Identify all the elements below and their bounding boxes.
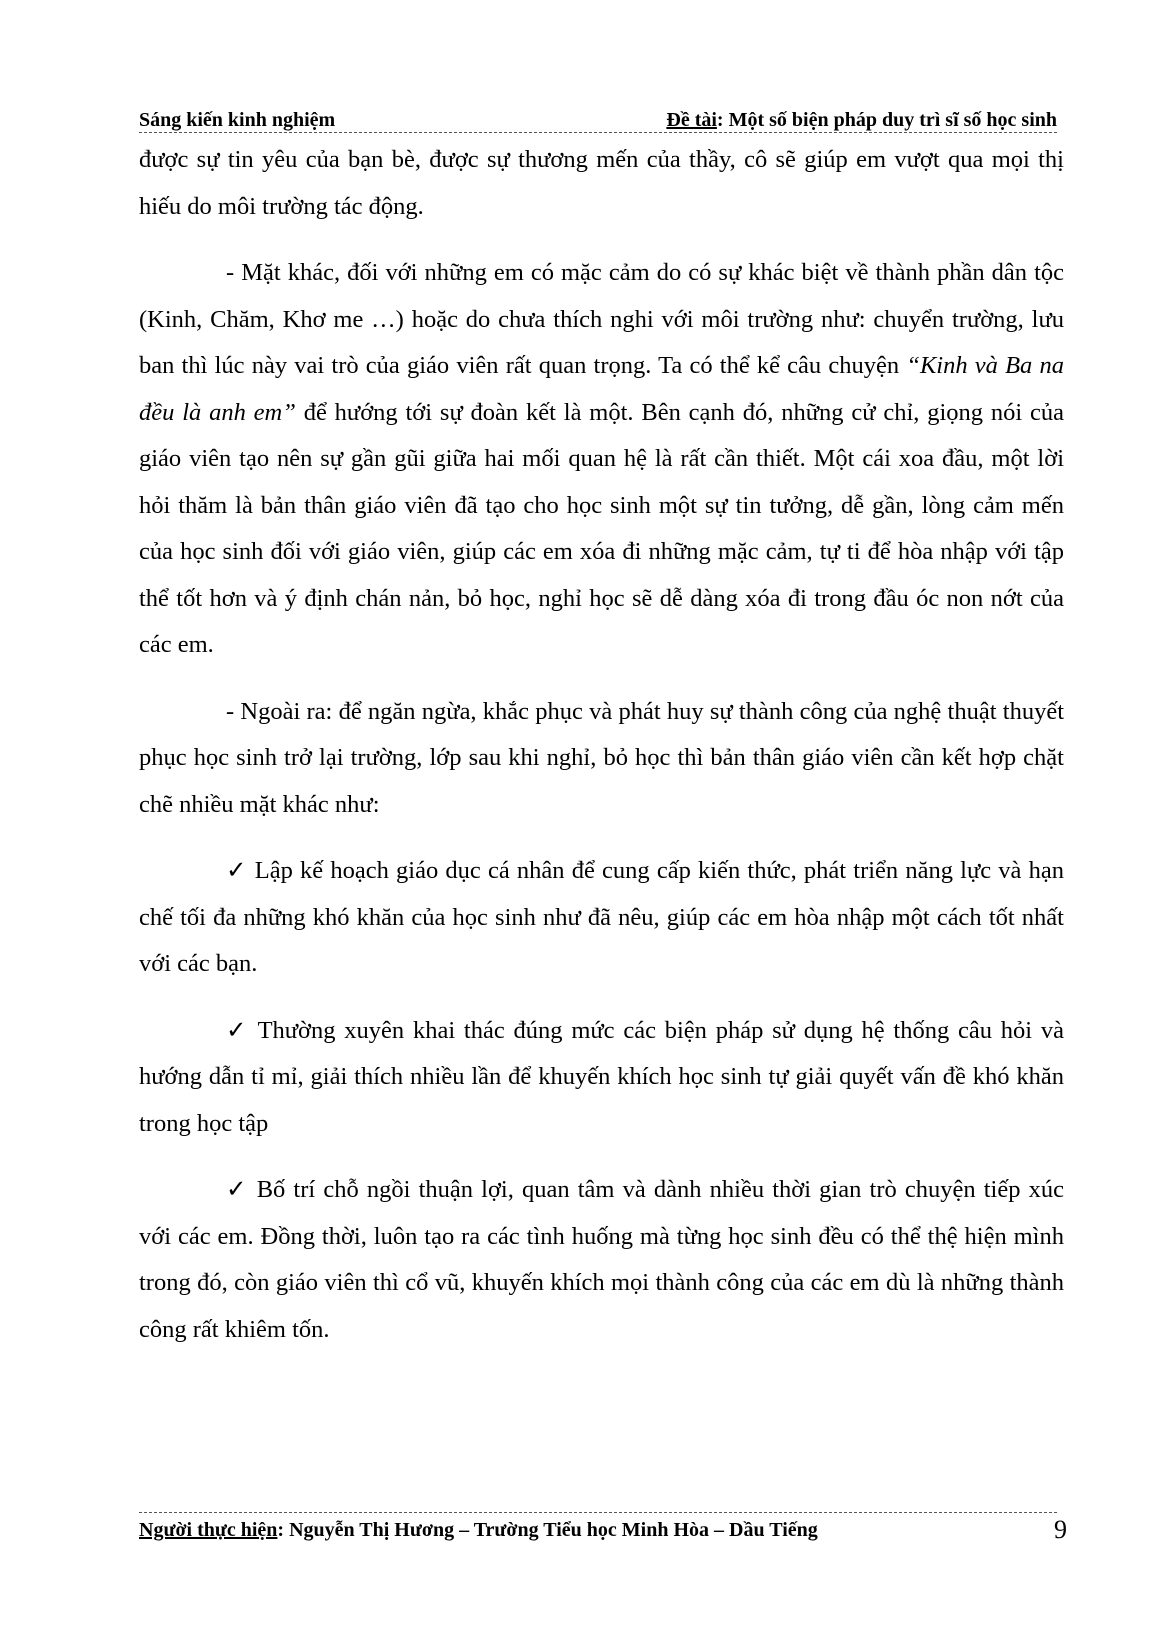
checklist-item-text: Thường xuyên khai thác đúng mức các biện pháp sử dụng hệ thống câu hỏi và hướng dẫn tỉ mỉ, giải thích nhiều lần để khuyến khích học sinh tự giải quyết vấn đề khó khăn trong học tập (139, 1016, 1065, 1137)
document-body (139, 137, 1064, 1353)
paragraph-additional-measures: - Ngoài ra: để ngăn ngừa, khắc phục và phát huy sự thành công của nghệ thuật thuyết phục học sinh trở lại trường, lớp sau khi nghỉ, bỏ học thì bản thân giáo viên cần kết hợp chặt chẽ nhiều mặt khác như: (139, 697, 1064, 818)
paragraph-ethnic-differences (139, 250, 1064, 669)
paragraph-text: để hướng tới sự đoàn kết là một. Bên cạnh đó, những cử chỉ, giọng nói của giáo viên tạo nên sự gần gũi giữa hai mối quan hệ là rất cần thiết. Một cái xoa đầu, một lời hỏi thăm là bản thân giáo viên đã tạo cho học sinh một sự tin tưởng, dễ gần, lòng cảm mến của học sinh đối với giáo viên, giúp các em xóa đi những mặc cảm, tự ti để hòa nhập với tập thể tốt hơn và ý định chán nản, bỏ học, nghỉ học sẽ dễ dàng xóa đi trong đầu óc non nớt của các em. (139, 398, 1064, 658)
paragraph-text: - Mặt khác, đối với những em có mặc cảm do có sự khác biệt về thành phần dân tộc (Kinh, Chăm, Khơ me …) hoặc do chưa thích nghi với môi trường như: chuyển trường, lưu ban thì lúc này vai trò của giáo viên rất quan trọng. Ta có thể kể câu chuyện (139, 259, 1064, 379)
checklist-item (139, 1008, 1064, 1148)
story-title-quote: “Kinh và Ba na đều là anh em” (139, 352, 1064, 426)
check-mark-icon: ✓ (226, 1016, 250, 1044)
paragraph-continuation: được sự tin yêu của bạn bè, được sự thương mến của thầy, cô sẽ giúp em vượt qua mọi thị hiếu do môi trường tác động. (139, 146, 1064, 220)
header-topic-label: Đề tài (666, 109, 717, 131)
header-document-type: Sáng kiến kinh nghiệm (139, 109, 336, 131)
checklist-item-text: Lập kế hoạch giáo dục cá nhân để cung cấp kiến thức, phát triển năng lực và hạn chế tối đa những khó khăn của học sinh như đã nêu, giúp các em hòa nhập một cách tốt nhất với các bạn. (139, 857, 1064, 977)
header-topic-title: : Một số biện pháp duy trì sĩ số học sinh (716, 109, 1057, 131)
check-mark-icon: ✓ (226, 1176, 249, 1203)
footer-author-text: : Nguyễn Thị Hương – Trường Tiểu học Minh Hòa – Dầu Tiếng (277, 1519, 818, 1541)
footer-author-label: Người thực hiện (139, 1519, 278, 1541)
page-number: 9 (1054, 1515, 1067, 1544)
checklist-item-text: Bố trí chỗ ngồi thuận lợi, quan tâm và dành nhiều thời gian trò chuyện tiếp xúc với các em. Đồng thời, luôn tạo ra các tình huống mà từng học sinh đều có thể thệ hiện mình trong đó, còn giáo viên thì cổ vũ, khuyến khích mọi thành công của các em dù là những thành công rất khiêm tốn. (139, 1176, 1065, 1343)
page-header (139, 108, 1057, 133)
check-mark-icon: ✓ (226, 857, 248, 884)
page-footer (139, 1512, 1067, 1553)
checklist-item (139, 848, 1064, 988)
checklist-item (139, 1167, 1064, 1353)
header-topic (666, 108, 1057, 132)
footer-author (139, 1519, 818, 1542)
